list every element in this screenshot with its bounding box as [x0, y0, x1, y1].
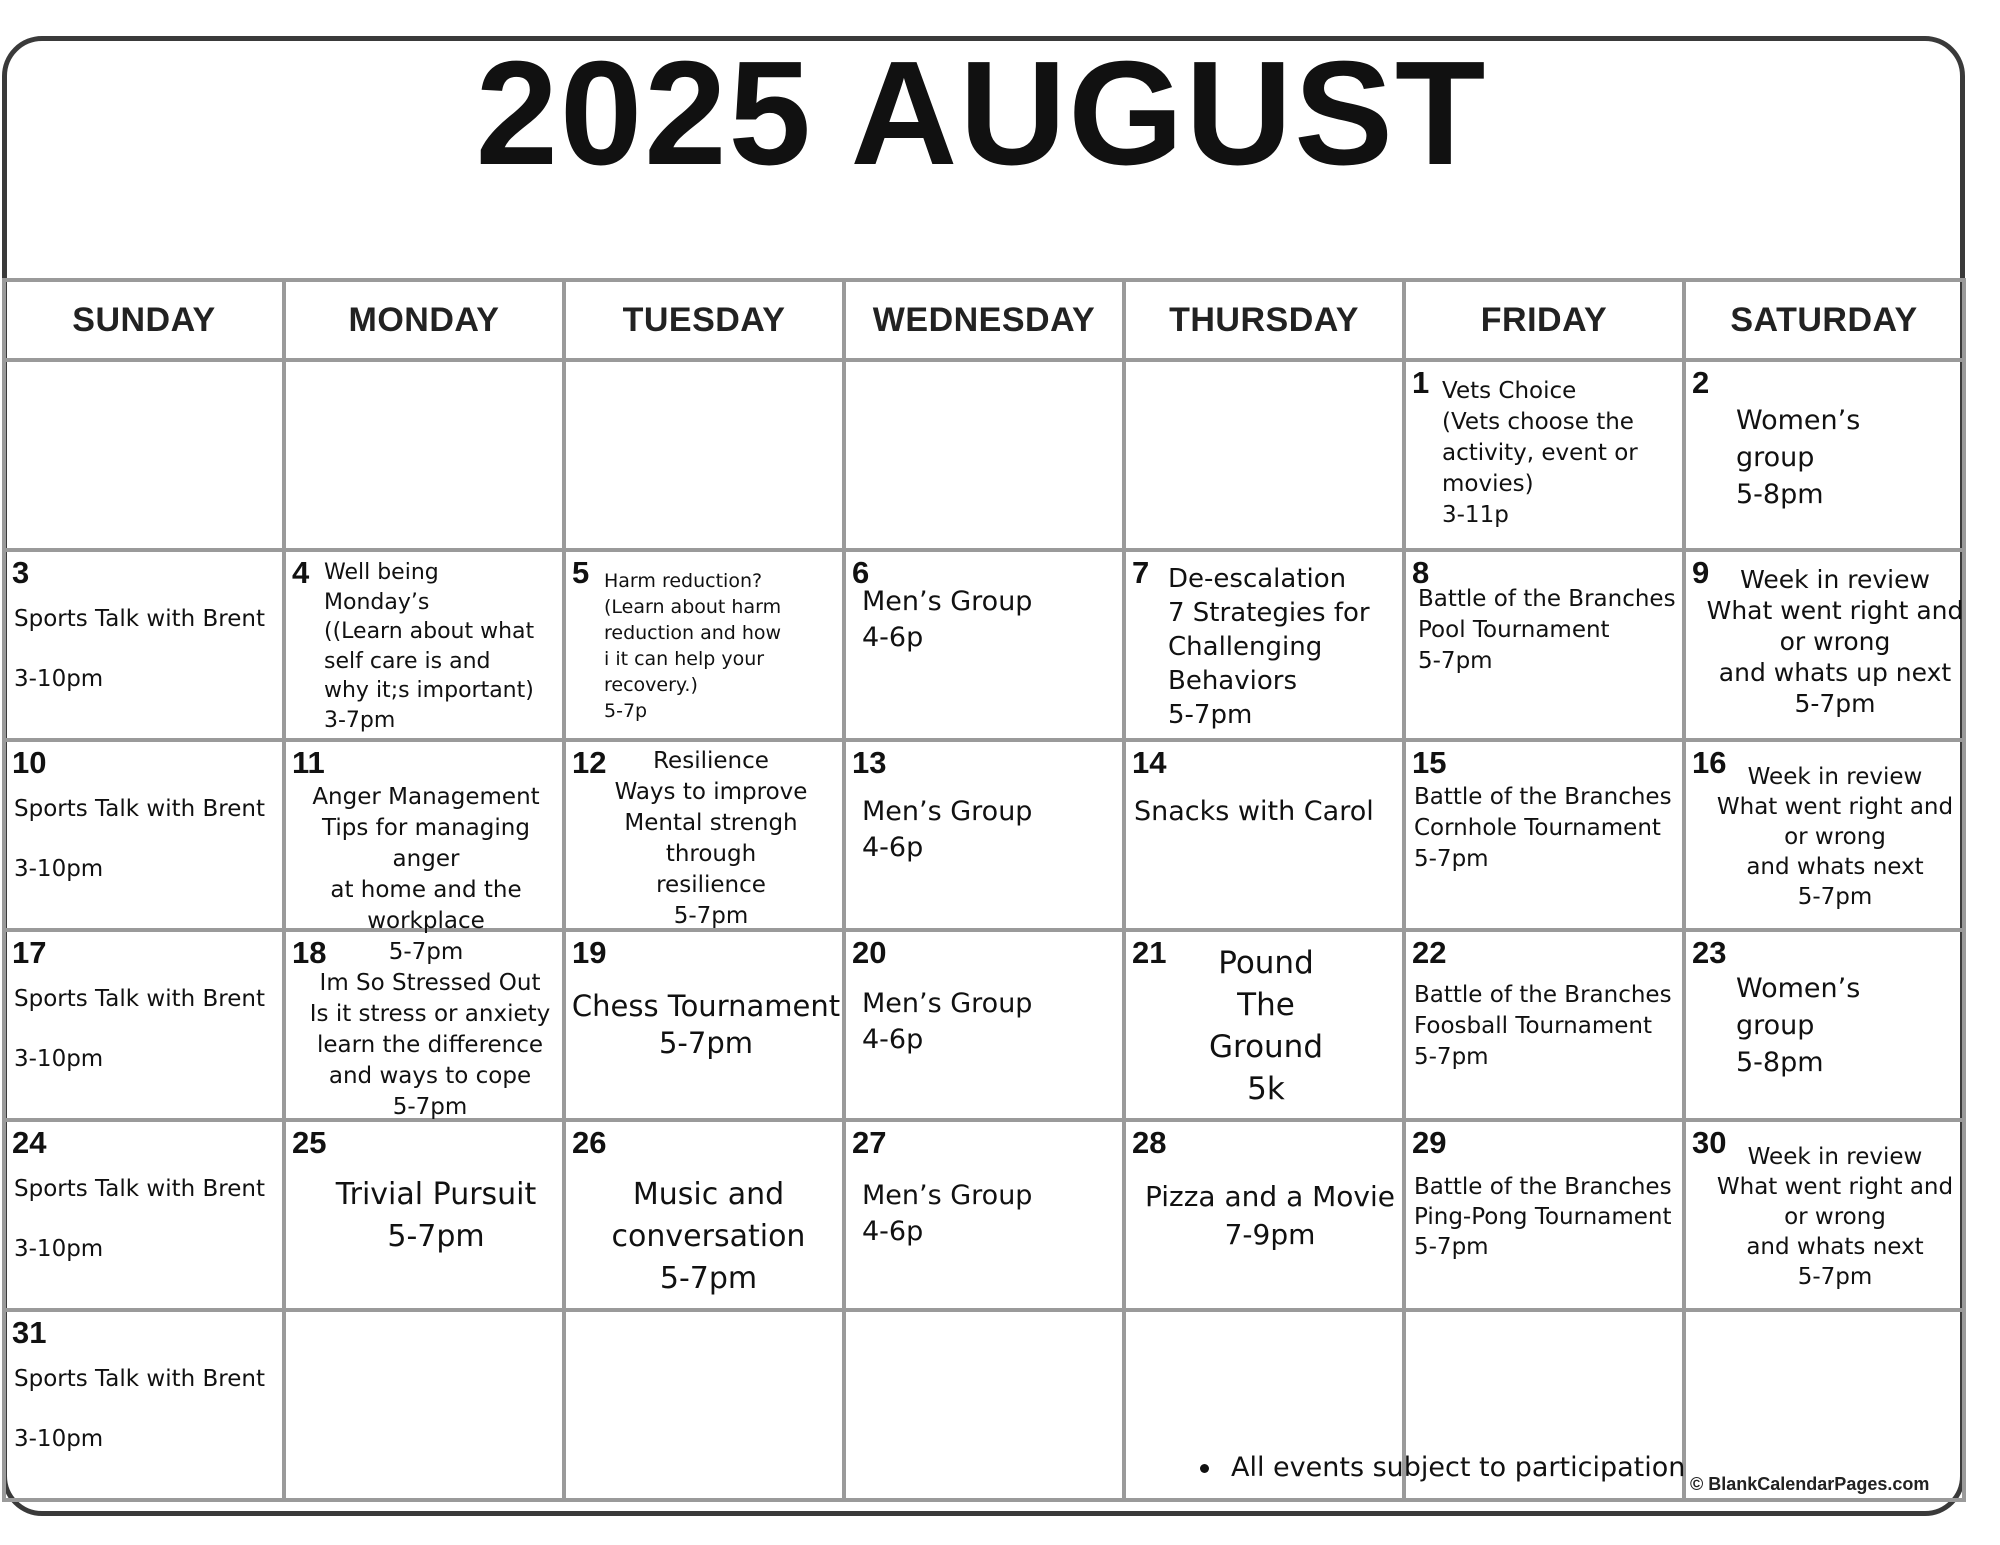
day-number: 4 — [292, 555, 310, 590]
day-number: 15 — [1412, 745, 1447, 780]
event-text: Sports Talk with Brent 3-10pm — [14, 1176, 265, 1262]
day-cell — [1404, 740, 1684, 930]
weekday-friday: FRIDAY — [1404, 280, 1684, 360]
day-number: 18 — [292, 935, 327, 970]
day-cell — [4, 930, 284, 1120]
day-cell — [844, 740, 1124, 930]
event-text: Harm reduction? (Learn about harm reduction and how i it can help your recovery.) 5-7p — [604, 570, 782, 722]
day-number: 16 — [1692, 745, 1727, 780]
day-cell-empty — [564, 360, 844, 550]
weekday-tuesday: TUESDAY — [564, 280, 844, 360]
day-cell — [564, 550, 844, 740]
day-cell — [4, 740, 284, 930]
day-cell — [1404, 550, 1684, 740]
event-text: Men’s Group 4-6p — [862, 796, 1033, 863]
event-text: Battle of the Branches Pool Tournament 5-7pm — [1418, 586, 1676, 674]
day-cell — [1124, 740, 1404, 930]
day-cell-empty — [844, 360, 1124, 550]
event-text: Pizza and a Movie 7-9pm — [1144, 1180, 1395, 1251]
day-number: 26 — [572, 1125, 607, 1160]
event-text: Sports Talk with Brent 3-10pm — [14, 986, 265, 1072]
event-text: Sports Talk with Brent 3-10pm — [14, 796, 265, 882]
event-text: Resilience Ways to improve Mental strengh through resilience 5-7pm — [614, 748, 808, 929]
day-number: 23 — [1692, 935, 1727, 970]
day-cell — [1684, 930, 1964, 1120]
footer-note — [1200, 1452, 1685, 1483]
day-cell — [1684, 360, 1964, 550]
day-number: 5 — [572, 555, 590, 590]
event-text: Week in review What went right and or wrong and whats next 5-7pm — [1716, 1144, 1954, 1290]
day-cell — [844, 930, 1124, 1120]
day-cell — [564, 1120, 844, 1310]
day-cell — [1404, 1120, 1684, 1310]
event-text: De-escalation 7 Strategies for Challenging Behaviors 5-7pm — [1168, 564, 1370, 730]
event-text: Men’s Group 4-6p — [862, 988, 1033, 1055]
day-cell-empty — [284, 1310, 564, 1500]
day-cell — [844, 550, 1124, 740]
day-number: 11 — [292, 745, 325, 780]
day-cell — [1684, 740, 1964, 930]
event-text: Vets Choice (Vets choose the activity, event or movies) 3-11p — [1442, 378, 1638, 528]
week-row — [4, 1120, 1964, 1310]
day-cell — [1684, 550, 1964, 740]
day-cell — [284, 1120, 564, 1310]
day-number: 20 — [852, 935, 887, 970]
week-row — [4, 550, 1964, 740]
day-cell — [844, 1120, 1124, 1310]
day-cell — [1124, 1120, 1404, 1310]
day-cell — [1404, 360, 1684, 550]
day-cell-empty — [564, 1310, 844, 1500]
day-cell-empty — [1684, 1310, 1964, 1500]
day-cell — [1124, 550, 1404, 740]
day-cell-empty — [4, 360, 284, 550]
event-text: Sports Talk with Brent 3-10pm — [14, 606, 265, 692]
day-number: 21 — [1132, 935, 1167, 970]
day-cell — [1124, 930, 1404, 1120]
event-text: Battle of the Branches Foosball Tournament 5-7pm — [1414, 982, 1672, 1070]
day-number: 27 — [852, 1125, 887, 1160]
week-row — [4, 740, 1964, 930]
day-cell — [564, 930, 844, 1120]
day-cell — [284, 550, 564, 740]
day-number: 6 — [852, 555, 870, 590]
day-number: 24 — [12, 1125, 47, 1160]
day-number: 29 — [1412, 1125, 1447, 1160]
day-number: 19 — [572, 935, 607, 970]
event-text: Chess Tournament 5-7pm — [571, 989, 841, 1060]
day-cell-empty — [284, 360, 564, 550]
event-text: Im So Stressed Out Is it stress or anxiety learn the difference and ways to cope 5-7pm — [309, 970, 551, 1120]
day-number: 3 — [12, 555, 30, 590]
event-text: Snacks with Carol — [1134, 796, 1374, 827]
day-number: 25 — [292, 1125, 327, 1160]
day-number: 9 — [1692, 555, 1710, 590]
event-text: Music and conversation 5-7pm — [611, 1177, 806, 1296]
day-cell — [4, 1120, 284, 1310]
event-text: Trivial Pursuit 5-7pm — [335, 1177, 537, 1254]
event-text: Women’s group 5-8pm — [1736, 405, 1861, 510]
day-number: 30 — [1692, 1125, 1727, 1160]
event-text: Women’s group 5-8pm — [1736, 973, 1861, 1078]
weekday-thursday: THURSDAY — [1124, 280, 1404, 360]
day-number: 7 — [1132, 555, 1150, 590]
week-row — [4, 930, 1964, 1120]
day-number: 17 — [12, 935, 47, 970]
day-number: 12 — [572, 745, 607, 780]
day-number: 2 — [1692, 365, 1710, 400]
day-cell — [1404, 930, 1684, 1120]
day-number: 22 — [1412, 935, 1447, 970]
calendar-title: 2025 AUGUST — [475, 31, 1488, 196]
day-cell — [284, 930, 564, 1120]
event-text: Pound The Ground 5k — [1208, 945, 1324, 1107]
weekday-monday: MONDAY — [284, 280, 564, 360]
week-row — [4, 360, 1964, 550]
weekday-wednesday: WEDNESDAY — [844, 280, 1124, 360]
day-cell — [4, 550, 284, 740]
day-number: 28 — [1132, 1125, 1167, 1160]
day-cell — [564, 740, 844, 930]
bullet-icon — [1200, 1464, 1209, 1473]
day-number: 8 — [1412, 555, 1430, 590]
event-text: Week in review What went right and or wrong and whats up next 5-7pm — [1706, 565, 1964, 718]
day-number: 13 — [852, 745, 887, 780]
day-number: 31 — [12, 1315, 47, 1350]
event-text: Men’s Group 4-6p — [862, 1180, 1033, 1247]
day-cell-empty — [1124, 360, 1404, 550]
event-text: Men’s Group 4-6p — [862, 586, 1033, 653]
event-text: Anger Management Tips for managing anger at home and the workplace 5-7pm — [312, 784, 540, 965]
weekday-header-row — [4, 280, 1964, 360]
calendar-grid — [2, 278, 1966, 1502]
day-number: 1 — [1412, 365, 1430, 400]
weekday-saturday: SATURDAY — [1684, 280, 1964, 360]
copyright-text: © BlankCalendarPages.com — [1690, 1474, 1930, 1494]
event-text: Well being Monday’s ((Learn about what self care is and why it;s important) 3-7pm — [324, 560, 535, 733]
event-text: Battle of the Branches Ping-Pong Tournament 5-7pm — [1414, 1174, 1672, 1260]
event-text: Week in review What went right and or wrong and whats next 5-7pm — [1716, 764, 1954, 910]
day-cell — [1684, 1120, 1964, 1310]
event-text: Sports Talk with Brent 3-10pm — [14, 1366, 265, 1452]
event-text: Battle of the Branches Cornhole Tournament 5-7pm — [1414, 784, 1672, 872]
weekday-sunday: SUNDAY — [4, 280, 284, 360]
footer-note-text: All events subject to participation — [1231, 1452, 1686, 1483]
day-number: 14 — [1132, 745, 1167, 780]
day-cell-empty — [844, 1310, 1124, 1500]
day-number: 10 — [12, 745, 47, 780]
day-cell — [4, 1310, 284, 1500]
